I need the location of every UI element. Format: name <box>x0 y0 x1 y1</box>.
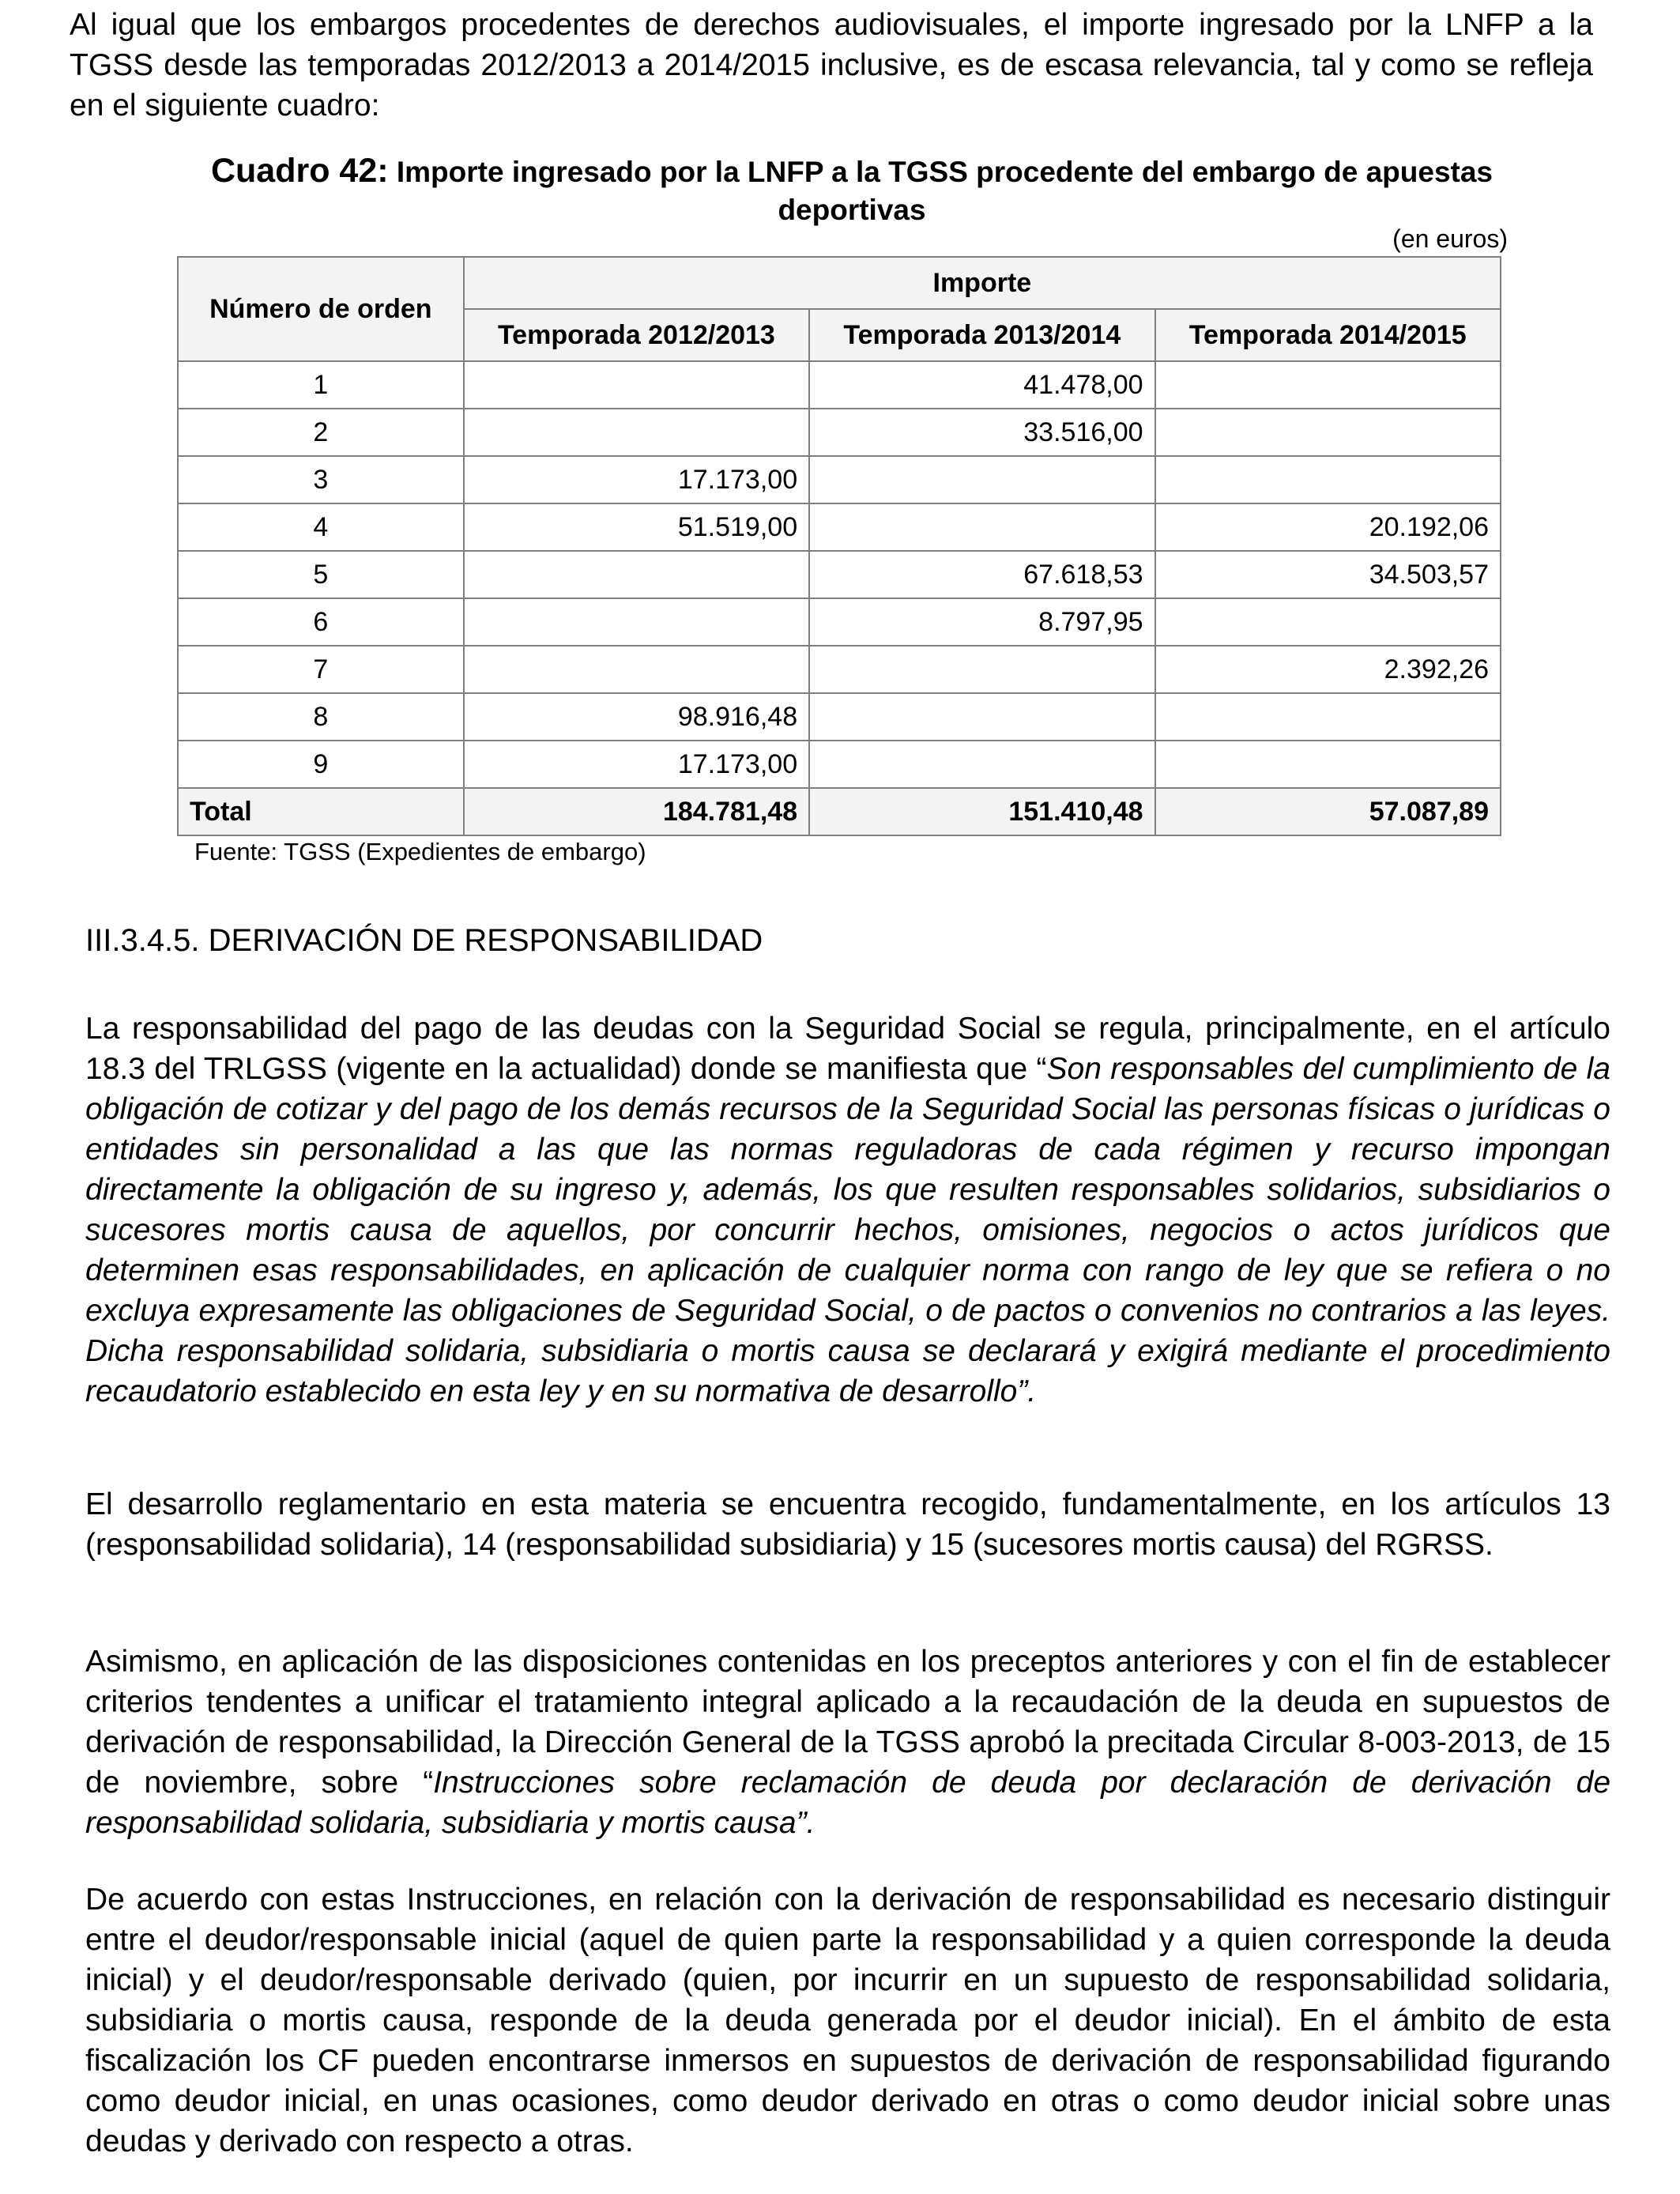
table-row <box>178 503 1501 551</box>
table-caption <box>150 152 1554 229</box>
paragraph-text: La responsabilidad del pago de las deudas con la Seguridad Social se regula, principalmente, en el artículo 18.3 del TRLGSS (vigente en la actualidad) donde se manifiesta que “ <box>85 1012 1610 1086</box>
table-row <box>178 361 1501 409</box>
order-cell: 2 <box>178 409 464 456</box>
amount-cell: 67.618,53 <box>809 551 1155 598</box>
table-row <box>178 409 1501 456</box>
amount-cell <box>464 361 809 409</box>
total-2013-2014: 151.410,48 <box>809 788 1155 835</box>
amount-cell: 41.478,00 <box>809 361 1155 409</box>
amount-cell <box>809 741 1155 788</box>
order-cell: 5 <box>178 551 464 598</box>
header-importe: Importe <box>464 257 1501 309</box>
amount-cell <box>1155 409 1501 456</box>
header-season-2012-2013: Temporada 2012/2013 <box>464 309 809 361</box>
header-order-number: Número de orden <box>178 257 464 361</box>
table-source: Fuente: TGSS (Expedientes de embargo) <box>194 838 646 865</box>
total-label: Total <box>178 788 464 835</box>
amount-cell <box>464 551 809 598</box>
order-cell: 1 <box>178 361 464 409</box>
amount-cell: 2.392,26 <box>1155 646 1501 693</box>
table-row <box>178 646 1501 693</box>
amount-cell: 33.516,00 <box>809 409 1155 456</box>
amount-cell <box>464 409 809 456</box>
amount-cell: 98.916,48 <box>464 693 809 741</box>
table-row <box>178 693 1501 741</box>
table-row <box>178 456 1501 503</box>
legal-quote: Son responsables del cumplimiento de la obligación de cotizar y del pago de los demás recursos de la Seguridad Social las personas físicas o jurídicas o entidades sin personalidad a las que las normas reguladoras de cada régimen y recurso impongan directamente la obligación de su ingreso y, además, los que resulten responsables solidarios, subsidiarios o sucesores mortis causa de aquellos, por concurrir hechos, omisiones, negocios o actos jurídicos que determinen esas responsabilidades, en aplicación de cualquier norma con rango de ley que se refiera o no excluya expresamente las obligaciones de Seguridad Social, o de pactos o convenios no contrarios a las leyes. Dicha responsabilidad solidaria, subsidiaria o mortis causa se declarará y exigirá mediante el procedimiento recaudatorio establecido en esta ley y en su normativa de desarrollo”. <box>85 1052 1610 1408</box>
amount-cell: 51.519,00 <box>464 503 809 551</box>
amount-cell <box>1155 693 1501 741</box>
amount-cell <box>1155 361 1501 409</box>
amount-cell: 20.192,06 <box>1155 503 1501 551</box>
amount-cell <box>809 456 1155 503</box>
table-row <box>178 551 1501 598</box>
amount-cell: 8.797,95 <box>809 598 1155 646</box>
circular-title: Instrucciones sobre reclamación de deuda por declaración de derivación de responsabilidad solidaria, subsidiaria y mortis causa”. <box>85 1766 1611 1840</box>
total-2014-2015: 57.087,89 <box>1155 788 1501 835</box>
unit-label: (en euros) <box>1392 224 1508 253</box>
order-cell: 6 <box>178 598 464 646</box>
table-row <box>178 598 1501 646</box>
amount-cell: 17.173,00 <box>464 456 809 503</box>
table-row <box>178 741 1501 788</box>
caption-number: Cuadro 42: <box>210 152 389 190</box>
embargo-table <box>177 256 1501 836</box>
amount-cell <box>464 598 809 646</box>
order-cell: 4 <box>178 503 464 551</box>
amount-cell: 34.503,57 <box>1155 551 1501 598</box>
header-season-2014-2015: Temporada 2014/2015 <box>1155 309 1501 361</box>
amount-cell <box>1155 456 1501 503</box>
amount-cell: 17.173,00 <box>464 741 809 788</box>
amount-cell <box>1155 741 1501 788</box>
order-cell: 7 <box>178 646 464 693</box>
intro-paragraph: Al igual que los embargos procedentes de derechos audiovisuales, el importe ingresado por la LNFP a la TGSS desde las temporadas 2012/2013 a 2014/2015 inclusive, es de escasa relevancia, tal y como se refleja en el siguiente cuadro: <box>70 8 1593 123</box>
order-cell: 9 <box>178 741 464 788</box>
amount-cell <box>809 693 1155 741</box>
section-heading: III.3.4.5. DERIVACIÓN DE RESPONSABILIDAD <box>85 923 763 958</box>
paragraph-responsabilidad <box>85 1008 1610 1412</box>
paragraph-instrucciones: De acuerdo con estas Instrucciones, en relación con la derivación de responsabilidad es necesario distinguir entre el deudor/responsable inicial (aquel de quien parte la responsabilidad y a quien corresponde la deuda inicial) y el deudor/responsable derivado (quien, por incurrir en un supuesto de responsabilidad solidaria, subsidiaria o mortis causa, responde de la deuda generada por el deudor inicial). En el ámbito de esta fiscalización los CF pueden encontrarse inmersos en supuestos de derivación de responsabilidad figurando como deudor inicial, en unas ocasiones, como deudor derivado en otras o como deudor inicial sobre unas deudas y derivado con respecto a otras. <box>85 1883 1610 2158</box>
order-cell: 8 <box>178 693 464 741</box>
total-row <box>178 788 1501 835</box>
paragraph-desarrollo: El desarrollo reglamentario en esta materia se encuentra recogido, fundamentalmente, en los artículos 13 (responsabilidad solidaria), 14 (responsabilidad subsidiaria) y 15 (sucesores mortis causa) del RGRSS. <box>85 1487 1610 1562</box>
amount-cell <box>464 646 809 693</box>
total-2012-2013: 184.781,48 <box>464 788 809 835</box>
paragraph-text: Asimismo, en aplicación de las disposiciones contenidas en los preceptos anteriores y con el fin de establecer criterios tendentes a unificar el tratamiento integral aplicado a la recaudación de la deuda en supuestos de derivación de responsabilidad, la Dirección General de la TGSS aprobó la precitada Circular 8-003-2013, de 15 de noviembre, sobre “ <box>85 1645 1610 1800</box>
order-cell: 3 <box>178 456 464 503</box>
amount-cell <box>809 503 1155 551</box>
header-season-2013-2014: Temporada 2013/2014 <box>809 309 1155 361</box>
paragraph-asimismo <box>85 1642 1610 1843</box>
caption-text: Importe ingresado por la LNFP a la TGSS procedente del embargo de apuestas deportivas <box>388 156 1494 226</box>
amount-cell <box>1155 598 1501 646</box>
amount-cell <box>809 646 1155 693</box>
